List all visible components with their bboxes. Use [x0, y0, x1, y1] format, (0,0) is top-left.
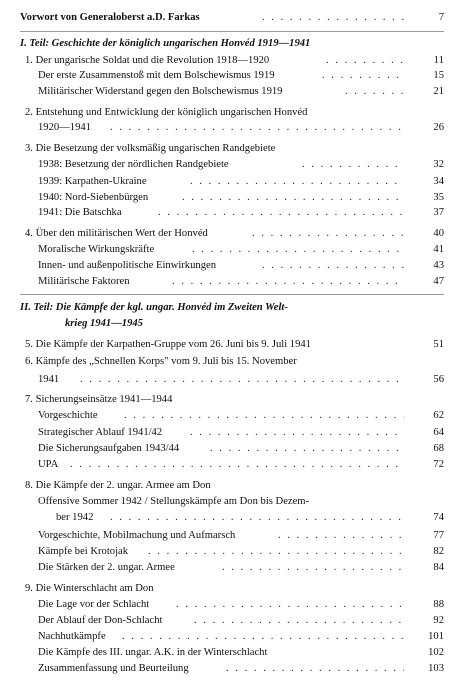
entry-page: 15: [433, 70, 444, 81]
entry-page: 11: [433, 55, 444, 66]
dot-leader: [345, 85, 404, 99]
entry-page: 72: [433, 459, 444, 470]
toc-entry: [0, 426, 464, 440]
entry-page: 41: [433, 244, 444, 255]
toc-entry: [0, 529, 464, 543]
toc-entry: [0, 393, 464, 407]
toc-entry: [0, 175, 464, 189]
toc-entry: [0, 442, 464, 456]
toc-entry: [0, 243, 464, 257]
dot-leader: [278, 529, 404, 543]
entry-page: 74: [433, 512, 444, 523]
dot-leader: [262, 11, 406, 25]
dot-leader: [322, 69, 404, 83]
divider: [20, 294, 444, 295]
dot-leader: [190, 426, 404, 440]
dot-leader: [172, 275, 404, 289]
dot-leader: [176, 598, 404, 612]
toc-entry-foreword: [0, 11, 464, 25]
entry-title: Der erste Zusammenstoß mit dem Bolschewismus 1919: [38, 70, 275, 81]
divider: [20, 31, 444, 32]
entry-page: 26: [433, 122, 444, 133]
entry-title: Moralische Wirkungskräfte: [38, 244, 155, 255]
entry-title: Militärischer Widerstand gegen den Bolschewismus 1919: [38, 86, 283, 97]
toc-entry: [0, 373, 464, 387]
entry-title: Kämpfe bei Krotojak: [38, 546, 129, 557]
entry-title: 6. Kämpfe des „Schnellen Korps" vom 9. Juli bis 15. November: [25, 356, 297, 367]
toc-entry: [0, 561, 464, 575]
entry-page: 68: [433, 443, 444, 454]
toc-entry: [0, 614, 464, 628]
toc-entry: [0, 582, 464, 596]
toc-entry: [0, 275, 464, 289]
entry-title: 7. Sicherungseinsätze 1941—1944: [25, 394, 173, 405]
entry-title: Offensive Sommer 1942 / Stellungskämpfe am Don bis Dezem-: [38, 496, 310, 507]
toc-entry: [0, 227, 464, 241]
toc-entry: [0, 338, 464, 352]
toc-entry: [0, 69, 464, 83]
part-heading-text: II. Teil: Die Kämpfe der kgl. ungar. Honvéd im Zweiten Welt-: [20, 302, 288, 313]
entry-title: Die Kämpfe des III. ungar. A.K. in der Winterschlacht: [38, 647, 268, 658]
dot-leader: [124, 409, 404, 423]
entry-page: 56: [433, 374, 444, 385]
part2-heading: [0, 301, 464, 315]
dot-leader: [148, 545, 404, 559]
entry-title: Vorgeschichte: [38, 410, 98, 421]
entry-title: Der Ablauf der Don-Schlacht: [38, 615, 163, 626]
part2-heading-cont: [0, 317, 464, 331]
dot-leader: [302, 158, 404, 172]
entry-page: 51: [433, 339, 444, 350]
toc-entry: [0, 479, 464, 493]
entry-page: 77: [433, 530, 444, 541]
entry-title: Militärische Faktoren: [38, 276, 130, 287]
toc-entry: [0, 121, 464, 135]
toc-entry: [0, 158, 464, 172]
toc-entry: [0, 646, 464, 660]
dot-leader: [252, 227, 404, 241]
entry-title: UPA: [38, 459, 59, 470]
entry-page: 40: [433, 228, 444, 239]
entry-title: 1938: Besetzung der nördlichen Randgebiete: [38, 159, 229, 170]
entry-page: 32: [433, 159, 444, 170]
entry-page: 88: [433, 599, 444, 610]
entry-page: 84: [433, 562, 444, 573]
part-heading-text: I. Teil: Geschichte der königlich ungarischen Honvéd 1919—1941: [20, 38, 311, 49]
dot-leader: [222, 561, 404, 575]
dot-leader: [110, 511, 404, 525]
entry-title: 9. Die Winterschlacht am Don: [25, 583, 154, 594]
entry-title: Vorgeschichte, Mobilmachung und Aufmarsch: [38, 530, 236, 541]
toc-entry: [0, 511, 464, 525]
toc-entry: [0, 495, 464, 509]
entry-page: 47: [433, 276, 444, 287]
entry-page: 35: [433, 192, 444, 203]
toc-entry: [0, 191, 464, 205]
toc-entry: [0, 259, 464, 273]
dot-leader: [80, 373, 404, 387]
entry-page: 82: [433, 546, 444, 557]
toc-entry: [0, 54, 464, 68]
toc-entry: [0, 409, 464, 423]
entry-title: 1939: Karpathen-Ukraine: [38, 176, 147, 187]
entry-title: Vorwort von Generaloberst a.D. Farkas: [20, 12, 200, 23]
entry-title: 5. Die Kämpfe der Karpathen-Gruppe vom 26. Juni bis 9. Juli 1941: [25, 339, 311, 350]
dot-leader: [192, 243, 404, 257]
dot-leader: [70, 458, 404, 472]
entry-title: Die Lage vor der Schlacht: [38, 599, 150, 610]
part1-heading: [0, 37, 464, 51]
entry-page: 62: [433, 410, 444, 421]
dot-leader: [262, 259, 404, 273]
dot-leader: [226, 662, 404, 676]
dot-leader: [182, 191, 404, 205]
entry-page: 101: [428, 631, 444, 642]
dot-leader: [210, 442, 404, 456]
entry-title: 1920—1941: [38, 122, 91, 133]
entry-page: 21: [433, 86, 444, 97]
part-heading-text: krieg 1941—1945: [65, 318, 143, 329]
toc-entry: [0, 355, 464, 369]
entry-page: 92: [433, 615, 444, 626]
entry-title: Die Sicherungsaufgaben 1943/44: [38, 443, 180, 454]
dot-leader: [122, 630, 404, 644]
entry-page: 37: [433, 207, 444, 218]
toc-entry: [0, 85, 464, 99]
toc-entry: [0, 206, 464, 220]
toc-entry: [0, 662, 464, 676]
entry-page: 64: [433, 427, 444, 438]
entry-page: 103: [428, 663, 444, 674]
entry-page: 7: [438, 12, 444, 23]
toc-entry: [0, 142, 464, 156]
entry-title: 1. Der ungarische Soldat und die Revolution 1918—1920: [25, 55, 270, 66]
entry-title: 2. Entstehung und Entwicklung der königlich ungarischen Honvéd: [25, 107, 308, 118]
toc-entry: [0, 630, 464, 644]
dot-leader: [194, 614, 404, 628]
entry-title: Innen- und außenpolitische Einwirkungen: [38, 260, 216, 271]
entry-title: 1941: Die Batschka: [38, 207, 122, 218]
entry-title: 4. Über den militärischen Wert der Honvéd: [25, 228, 208, 239]
toc-entry: [0, 106, 464, 120]
entry-page: 102: [428, 647, 444, 658]
entry-title: 1941: [38, 374, 60, 385]
entry-title: 3. Die Besetzung der volksmäßig ungarischen Randgebiete: [25, 143, 276, 154]
entry-title: Strategischer Ablauf 1941/42: [38, 427, 163, 438]
toc-entry: [0, 545, 464, 559]
entry-page: 34: [433, 176, 444, 187]
dot-leader: [326, 54, 404, 68]
dot-leader: [190, 175, 404, 189]
dot-leader: [158, 206, 404, 220]
entry-title: 1940: Nord-Siebenbürgen: [38, 192, 149, 203]
toc-entry: [0, 598, 464, 612]
entry-title: 8. Die Kämpfe der 2. ungar. Armee am Don: [25, 480, 211, 491]
entry-title: Nachhutkämpfe: [38, 631, 106, 642]
entry-title: Die Stärken der 2. ungar. Armee: [38, 562, 175, 573]
toc-entry: [0, 458, 464, 472]
entry-title: ber 1942: [56, 512, 94, 523]
dot-leader: [110, 121, 404, 135]
entry-page: 43: [433, 260, 444, 271]
entry-title: Zusammenfassung und Beurteilung: [38, 663, 189, 674]
